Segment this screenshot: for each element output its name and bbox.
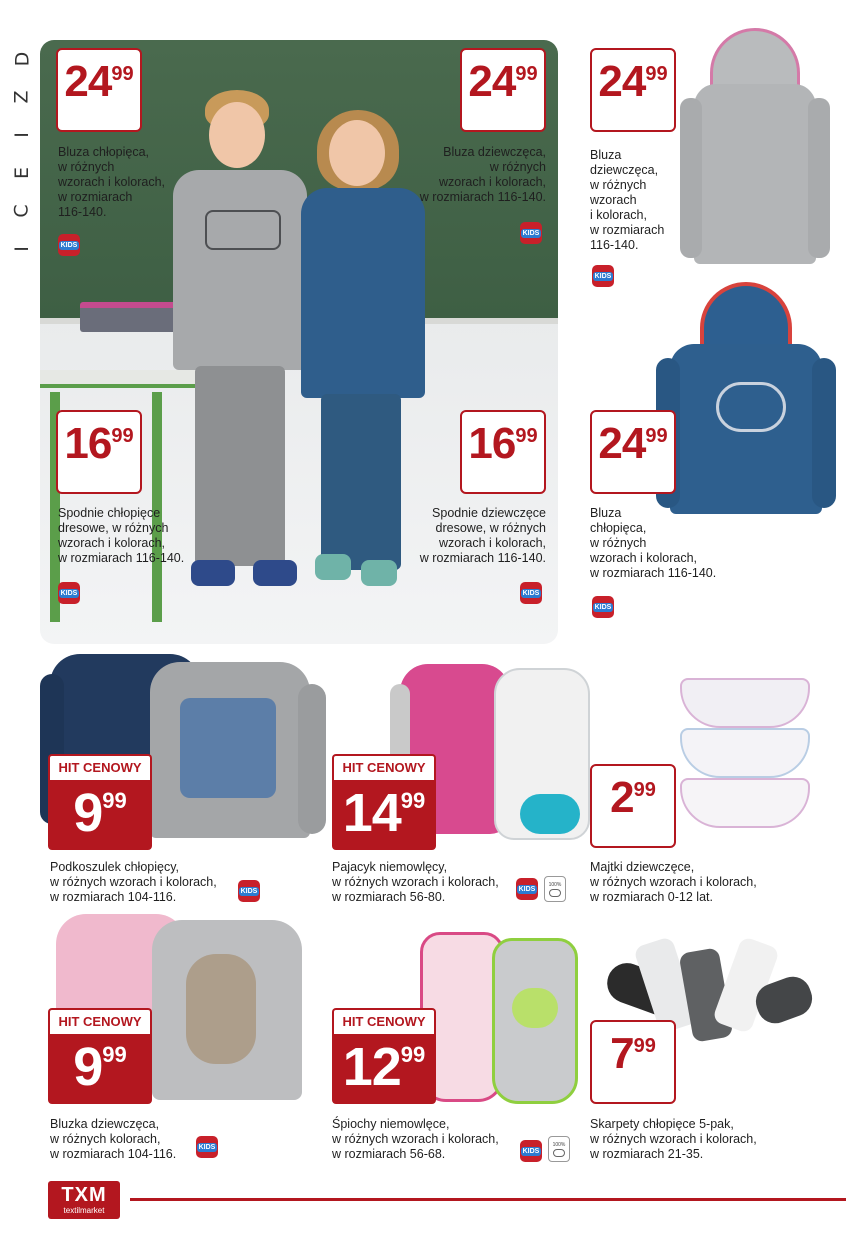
price-main: 24 [598, 57, 646, 106]
price-cents: 99 [111, 63, 134, 85]
product-description: Bluza chłopięca, w różnych wzorach i kolorach, w rozmiarach 116-140. [58, 145, 165, 219]
briefs-image [680, 678, 810, 838]
sleeper-image [420, 932, 580, 1108]
footer-divider [130, 1198, 846, 1201]
product-description: Majtki dziewczęce, w różnych wzorach i kolorach, w rozmiarach 0-12 lat. [590, 860, 757, 904]
hit-label: HIT CENOWY [48, 754, 152, 780]
kids-logo-icon: KIDS [58, 234, 80, 256]
price-cents: 99 [633, 779, 656, 801]
product-description: Pajacyk niemowlęcy, w różnych wzorach i kolorach, w rozmiarach 56-80. [332, 860, 499, 904]
product-description: Bluza dziewczęca, w różnych wzorach i kolorach, w rozmiarach 116-140. [590, 148, 665, 252]
section-letter: I [10, 132, 33, 138]
price-cents: 99 [515, 63, 538, 85]
hit-price-tag [332, 1008, 436, 1104]
hit-label: HIT CENOWY [48, 1008, 152, 1034]
kids-logo-icon: KIDS [516, 878, 538, 900]
price-main: 14 [342, 783, 401, 843]
kids-logo-icon: KIDS [520, 1140, 542, 1162]
section-letter: D [10, 51, 33, 67]
kids-logo-icon: KIDS [238, 880, 260, 902]
logo-subtext: textilmarket [63, 1206, 105, 1215]
section-letter: Z [11, 90, 33, 104]
price-cents: 99 [102, 1042, 127, 1067]
price-main: 9 [73, 783, 103, 843]
price-main: 24 [64, 57, 112, 106]
price-tag [460, 410, 546, 494]
section-label [10, 40, 34, 268]
blue-hoodie-image [656, 282, 836, 522]
price-cents: 99 [102, 788, 127, 813]
price-cents: 99 [645, 63, 668, 85]
section-letter: C [11, 204, 33, 218]
price-tag [590, 48, 676, 132]
price-cents: 99 [400, 788, 426, 813]
hit-label: HIT CENOWY [332, 754, 436, 780]
price-cents: 99 [515, 425, 538, 447]
product-description: Podkoszulek chłopięcy, w różnych wzorach i kolorach, w rozmiarach 104-116. [50, 860, 217, 904]
product-description: Spodnie dziewczęce dresowe, w różnych wzorach i kolorach, w rozmiarach 116-140. [419, 506, 546, 565]
price-tag [590, 764, 676, 848]
price-main: 16 [468, 419, 516, 468]
price-cents: 99 [645, 425, 668, 447]
gray-hoodie-image [680, 28, 830, 268]
product-description: Bluzka dziewczęca, w różnych kolorach, w rozmiarach 104-116. [50, 1117, 177, 1161]
kids-logo-icon: KIDS [196, 1136, 218, 1158]
hit-price-tag [332, 754, 436, 850]
price-main: 7 [610, 1029, 634, 1078]
section-letter: E [10, 166, 33, 180]
product-description: Spodnie chłopięce dresowe, w różnych wzorach i kolorach, w rozmiarach 116-140. [58, 506, 185, 565]
kids-logo-icon: KIDS [58, 582, 80, 604]
price-tag [56, 48, 142, 132]
kids-logo-icon: KIDS [520, 582, 542, 604]
txm-logo [48, 1181, 120, 1219]
hit-price-tag [48, 1008, 152, 1104]
price-cents: 99 [400, 1042, 426, 1067]
hit-label: HIT CENOWY [332, 1008, 436, 1034]
section-letter: I [10, 246, 33, 252]
price-main: 12 [342, 1037, 401, 1097]
price-main: 16 [64, 419, 112, 468]
price-main: 24 [468, 57, 516, 106]
price-tag [56, 410, 142, 494]
product-description: Bluza chłopięca, w różnych wzorach i kolorach, w rozmiarach 116-140. [590, 506, 717, 580]
logo-text: TXM [61, 1184, 107, 1206]
price-tag [460, 48, 546, 132]
product-description: Śpiochy niemowlęce, w różnych wzorach i kolorach, w rozmiarach 56-68. [332, 1117, 499, 1161]
price-tag [590, 410, 676, 494]
product-description: Bluza dziewczęca, w różnych wzorach i kolorach, w rozmiarach 116-140. [419, 145, 546, 204]
cotton-100-icon: 100% [548, 1136, 570, 1162]
price-tag [590, 1020, 676, 1104]
price-main: 2 [610, 773, 634, 822]
hit-price-tag [48, 754, 152, 850]
price-cents: 99 [633, 1035, 656, 1057]
price-cents: 99 [111, 425, 134, 447]
price-main: 24 [598, 419, 646, 468]
cotton-100-icon: 100% [544, 876, 566, 902]
price-main: 9 [73, 1037, 103, 1097]
kids-logo-icon: KIDS [520, 222, 542, 244]
kids-logo-icon: KIDS [592, 596, 614, 618]
product-description: Skarpety chłopięce 5-pak, w różnych wzorach i kolorach, w rozmiarach 21-35. [590, 1117, 757, 1161]
kids-logo-icon: KIDS [592, 265, 614, 287]
